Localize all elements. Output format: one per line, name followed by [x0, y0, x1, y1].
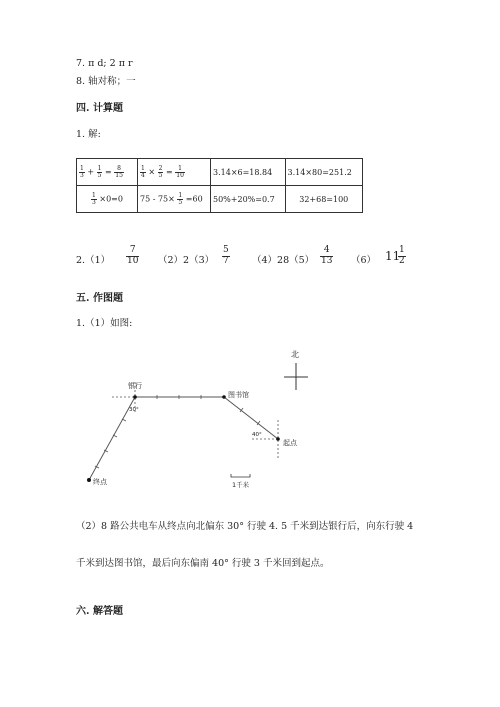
answer-line-7: 7. π d; 2 π r [76, 58, 133, 69]
table-cell: $\frac{1}{4}$ × $\frac{2}{5}$ = $\frac{1}{10}$ [138, 159, 211, 186]
question-2-answers: 2.（1） 7 10 （2）2（3） 5 7 （4）28（5） 4 13 （6） 11 1 2 [76, 245, 405, 266]
drawing-question-2-line-2: 千米到达图书馆，最后向东偏南 40° 行驶 3 千米回到起点。 [76, 558, 330, 569]
table-cell: 3.14×6=18.84 [211, 159, 286, 186]
scale-bar [231, 474, 250, 489]
table-cell: 75 - 75× $\frac{1}{5}$ =60 [138, 186, 211, 213]
table-cell: 50%+20%=0.7 [211, 186, 286, 213]
start-label: 起点 [283, 439, 297, 447]
route-path [89, 397, 278, 480]
table-cell: 32+68=100 [285, 186, 362, 213]
table-cell: $\frac{1}{3}$ ×0=0 [77, 186, 138, 213]
section-heading-drawing: 五. 作图题 [76, 293, 123, 304]
end-point-marker [87, 478, 91, 482]
bank-point-marker [133, 395, 137, 399]
north-compass-icon [284, 349, 308, 390]
section-heading-calculation: 四. 计算题 [76, 103, 123, 114]
drawing-question-1-label: 1.（1）如图: [76, 318, 133, 329]
start-reference-lines [252, 420, 278, 458]
scale-label: 1千米 [232, 481, 250, 489]
drawing-question-2-line-1: （2）8 路公共电车从终点向北偏东 30° 行驶 4. 5 千米到达银行后，向东行驶 4 [76, 521, 414, 532]
angle-30-label: 30° [129, 407, 139, 413]
answer-line-8: 8. 轴对称；一 [76, 76, 136, 87]
end-label: 终点 [93, 478, 107, 486]
table-cell: 3.14×80=251.2 [285, 159, 362, 186]
section-heading-solve: 六. 解答题 [76, 606, 123, 617]
angle-40-label: 40° [252, 432, 262, 438]
north-label: 北 [291, 350, 299, 359]
start-point-marker [276, 437, 280, 441]
library-point-marker [222, 395, 226, 399]
table-cell: $\frac{1}{3}$ + $\frac{1}{5}$ = $\frac{8}{15}$ [77, 159, 138, 186]
question-1-label: 1. 解: [76, 129, 101, 140]
bank-label: 银行 [128, 382, 142, 390]
library-label: 图书馆 [228, 391, 249, 399]
